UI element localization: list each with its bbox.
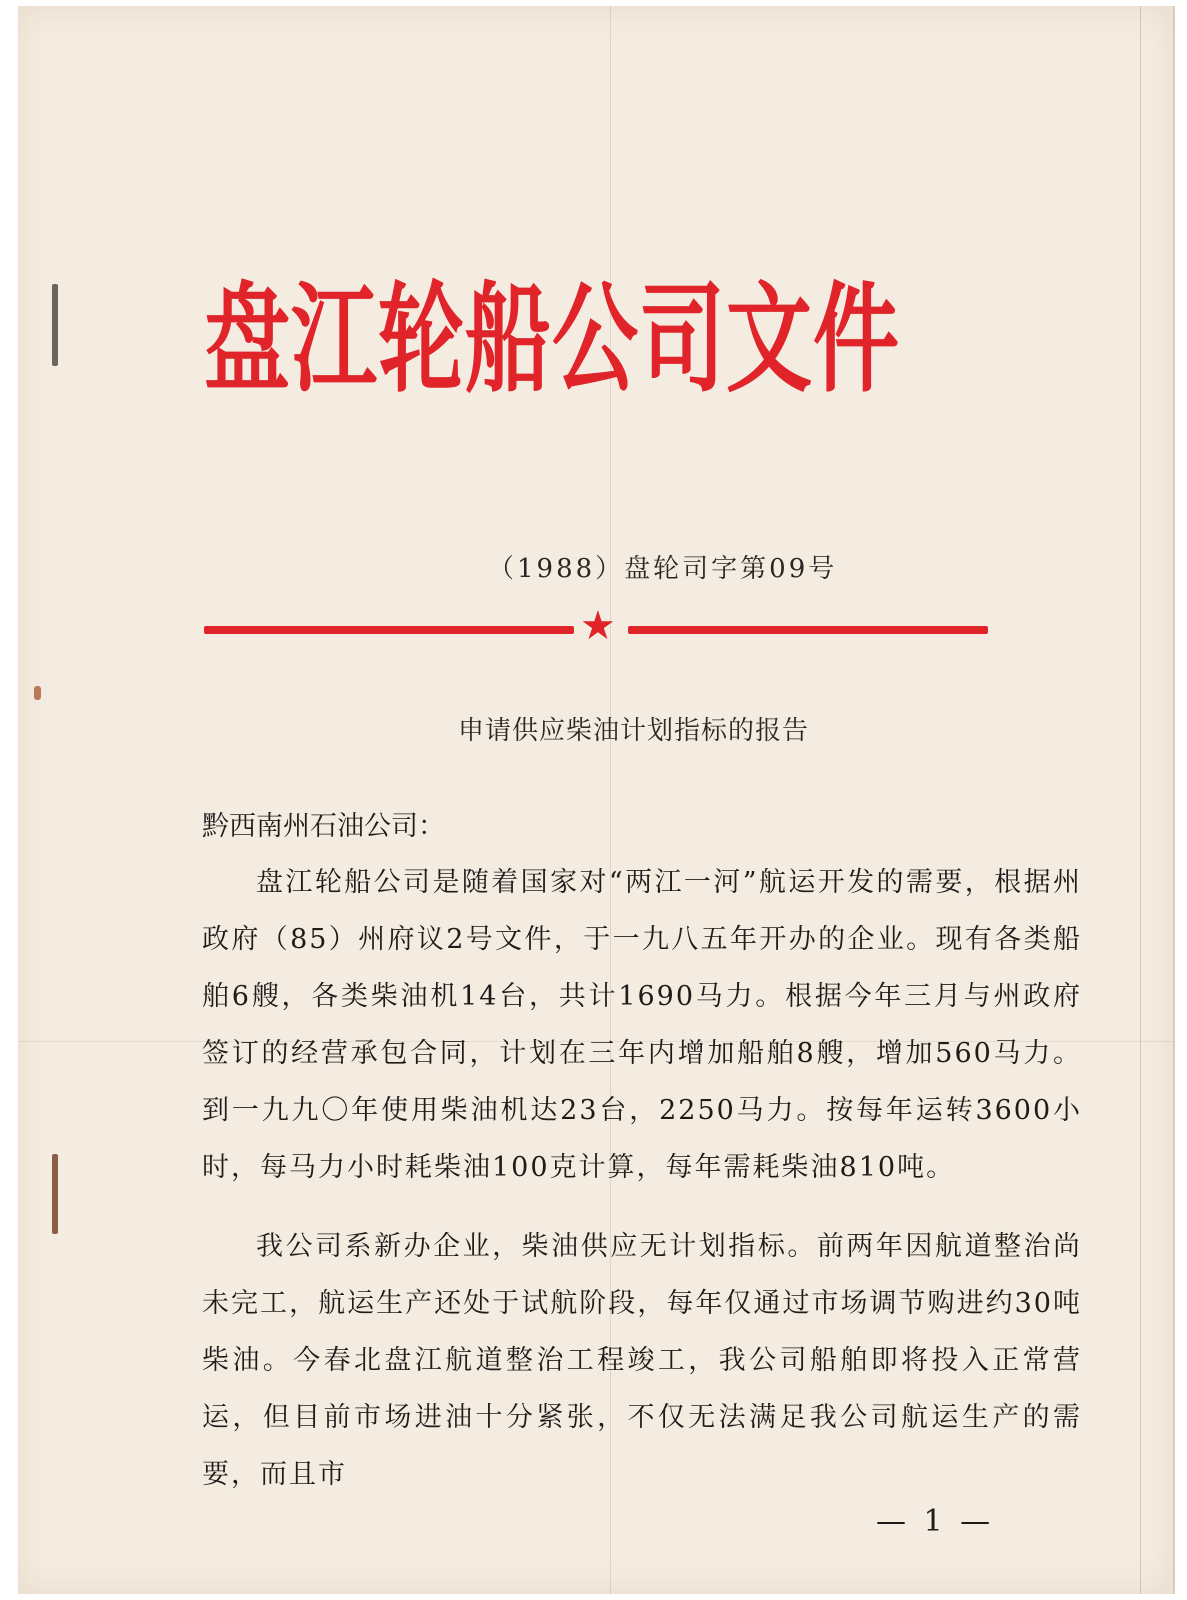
document-number: （1988）盘轮司字第09号 xyxy=(488,554,838,584)
red-header-title: 盘江轮船公司文件 xyxy=(204,271,900,410)
punch-hole-mark xyxy=(34,686,41,700)
staple-bottom xyxy=(52,1154,58,1234)
report-title: 申请供应柴油计划指标的报告 xyxy=(458,716,810,746)
page-number: — 1 — xyxy=(876,1504,995,1539)
red-rule-left xyxy=(204,626,574,634)
staple-top xyxy=(52,284,58,366)
addressee-line: 黔西南州石油公司： xyxy=(202,811,445,842)
body-paragraph: 我公司系新办企业，柴油供应无计划指标。前两年因航道整治尚未完工，航运生产还处于试航阶段，每年仅通过市场调节购进约30吨柴油。今春北盘江航道整治工程竣工，我公司船舶即将投入正常营运，但目前市场进油十分紧张，不仅无法满足我公司航运生产的需要，而且市 xyxy=(202,1231,1082,1490)
red-rule-right xyxy=(628,626,988,634)
body-paragraph: 盘江轮船公司是随着国家对“两江一河”航运开发的需要，根据州政府（85）州府议2号文件，于一九八五年开办的企业。现有各类船舶6艘，各类柴油机14台，共计1690马力。根据今年三月与州政府签订的经营承包合同，计划在三年内增加船舶8艘，增加560马力。到一九九〇年使用柴油机达23台，2250马力。按每年运转3600小时，每马力小时耗柴油100克计算，每年需耗柴油810吨。 xyxy=(202,867,1082,1183)
document-page xyxy=(18,6,1175,1594)
red-star-icon: ★ xyxy=(580,603,616,649)
page-edge-line xyxy=(1140,6,1141,1594)
